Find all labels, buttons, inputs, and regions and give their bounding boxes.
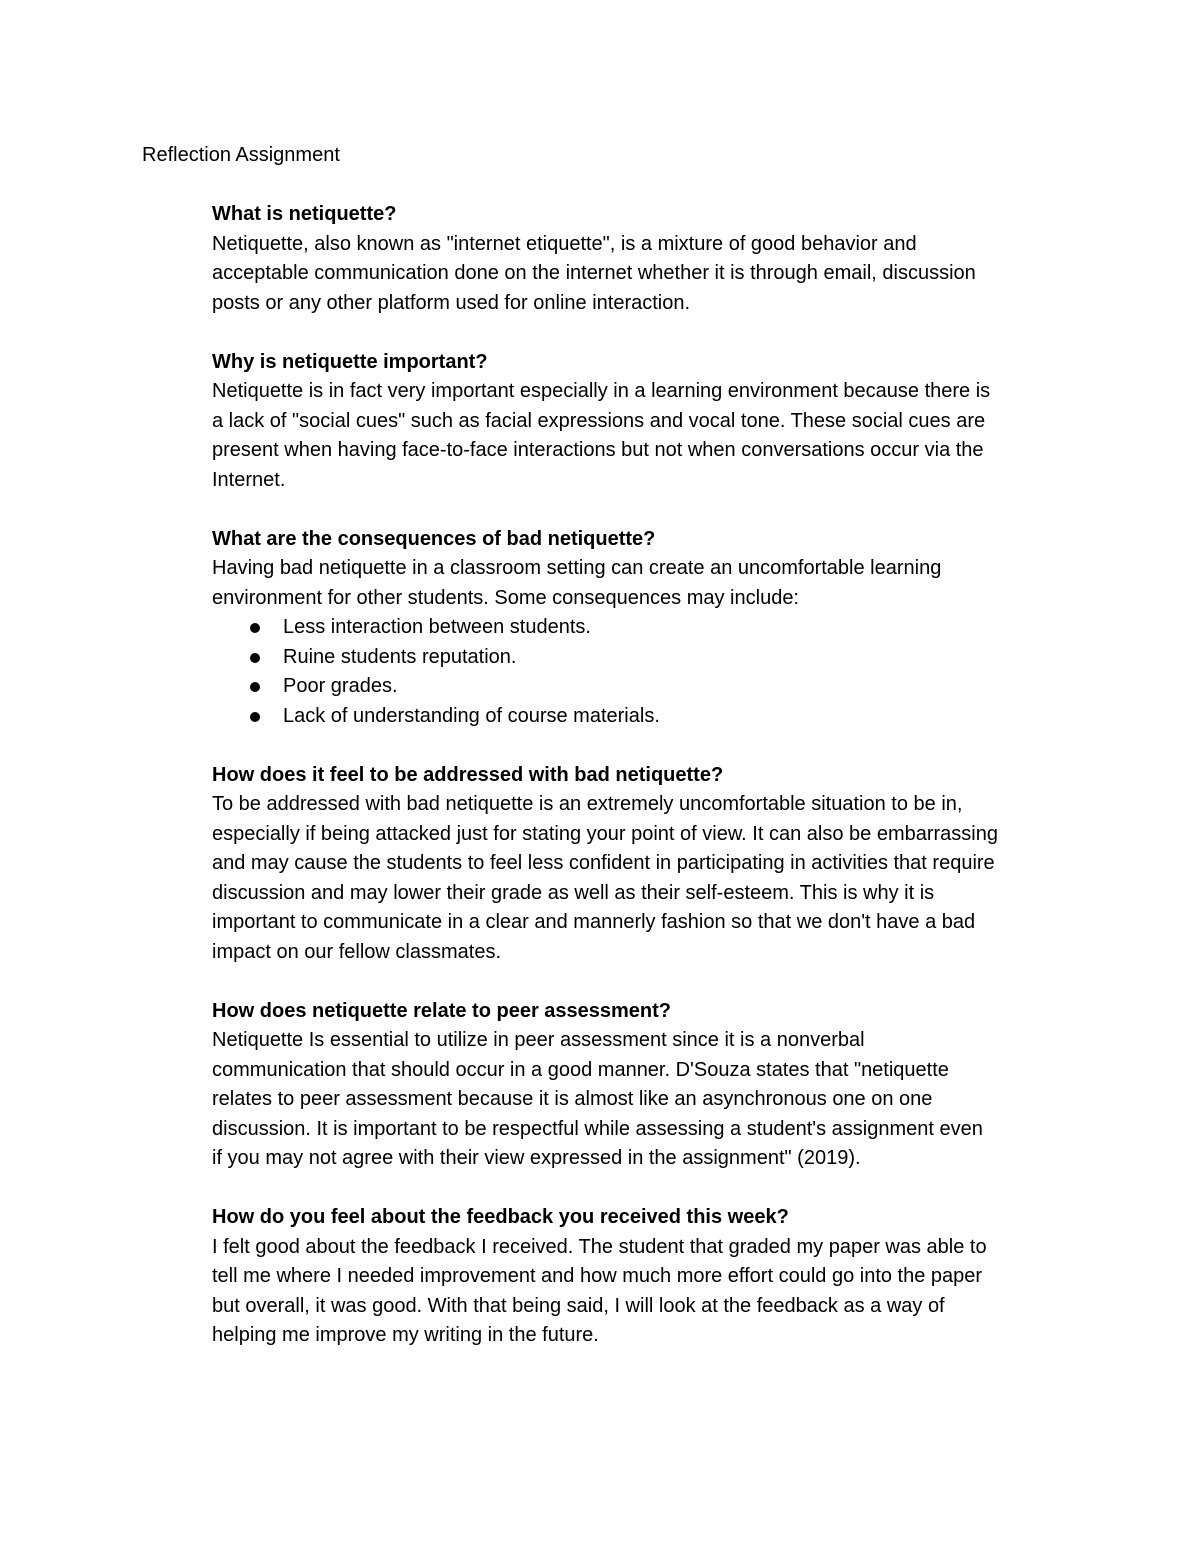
- paragraph-line: a lack of "social cues" such as facial expressions and vocal tone. These social cues are: [212, 409, 986, 432]
- consequences-list: [212, 613, 1092, 731]
- section-heading: What is netiquette?: [212, 203, 397, 225]
- paragraph-line: To be addressed with bad netiquette is an extremely uncomfortable situation to be in,: [212, 793, 963, 815]
- paragraph-line: posts or any other platform used for online interaction.: [212, 291, 691, 314]
- paragraph-line: relates to peer assessment because it is almost like an asynchronous one on one: [212, 1088, 933, 1110]
- paragraph-line: communication that should occur in a good manner. D'Souza states that "netiquette: [212, 1058, 949, 1081]
- list-item: [212, 613, 1092, 643]
- section-feedback: [212, 1203, 1092, 1351]
- paragraph-line: but overall, it was good. With that being said, I will look at the feedback as a way of: [212, 1294, 945, 1317]
- paragraph-line: Netiquette Is essential to utilize in peer assessment since it is a nonverbal: [212, 1029, 865, 1051]
- paragraph-line: tell me where I needed improvement and how much more effort could go into the paper: [212, 1265, 983, 1287]
- section-heading: Why is netiquette important?: [212, 350, 488, 373]
- document-body: [212, 200, 1092, 1380]
- paragraph-line: and may cause the students to feel less confident in participating in activities that require: [212, 852, 995, 874]
- paragraph-line: Netiquette, also known as "internet etiquette", is a mixture of good behavior and: [212, 232, 917, 255]
- paragraph-line: especially if being attacked just for stating your point of view. It can also be embarrassing: [212, 822, 998, 845]
- list-item-text: Lack of understanding of course materials.: [283, 704, 660, 727]
- paragraph-line: discussion. It is important to be respectful while assessing a student's assignment even: [212, 1117, 983, 1140]
- paragraph-line: present when having face-to-face interactions but not when conversations occur via the: [212, 439, 984, 461]
- list-item-text: Less interaction between students.: [283, 616, 591, 638]
- paragraph-line: if you may not agree with their view expressed in the assignment" (2019).: [212, 1147, 861, 1169]
- section-heading: How does netiquette relate to peer assessment?: [212, 999, 672, 1022]
- list-item-text: Ruine students reputation.: [283, 645, 517, 668]
- paragraph-line: I felt good about the feedback I received. The student that graded my paper was able to: [212, 1235, 987, 1258]
- list-item: [212, 643, 1092, 673]
- bullet-icon: [250, 653, 260, 663]
- list-item: [212, 672, 1092, 702]
- paragraph-line: Internet.: [212, 468, 286, 491]
- paragraph-line: environment for other students. Some consequences may include:: [212, 586, 799, 609]
- paragraph-line: acceptable communication done on the internet whether it is through email, discussion: [212, 262, 976, 284]
- list-item: [212, 702, 1092, 732]
- section-heading: How do you feel about the feedback you received this week?: [212, 1206, 789, 1228]
- paragraph-line: Having bad netiquette in a classroom setting can create an uncomfortable learning: [212, 557, 942, 579]
- paragraph-line: important to communicate in a clear and mannerly fashion so that we don't have a bad: [212, 911, 976, 933]
- list-item-text: Poor grades.: [283, 675, 398, 697]
- bullet-icon: [250, 712, 260, 722]
- section-consequences: [212, 525, 1092, 732]
- paragraph-line: Netiquette is in fact very important especially in a learning environment because there is: [212, 380, 991, 402]
- page-title: Reflection Assignment: [142, 144, 340, 166]
- section-why-important: [212, 348, 1092, 496]
- section-heading: How does it feel to be addressed with bad netiquette?: [212, 763, 724, 786]
- bullet-icon: [250, 682, 260, 692]
- paragraph-line: helping me improve my writing in the future.: [212, 1324, 599, 1346]
- section-what-is-netiquette: [212, 200, 1092, 318]
- bullet-icon: [250, 623, 260, 633]
- section-heading: What are the consequences of bad netiquette?: [212, 527, 656, 550]
- paragraph-line: discussion and may lower their grade as well as their self-esteem. This is why it is: [212, 881, 935, 904]
- section-peer-assessment: [212, 997, 1092, 1174]
- paragraph-line: impact on our fellow classmates.: [212, 940, 502, 963]
- section-how-does-it-feel: [212, 761, 1092, 968]
